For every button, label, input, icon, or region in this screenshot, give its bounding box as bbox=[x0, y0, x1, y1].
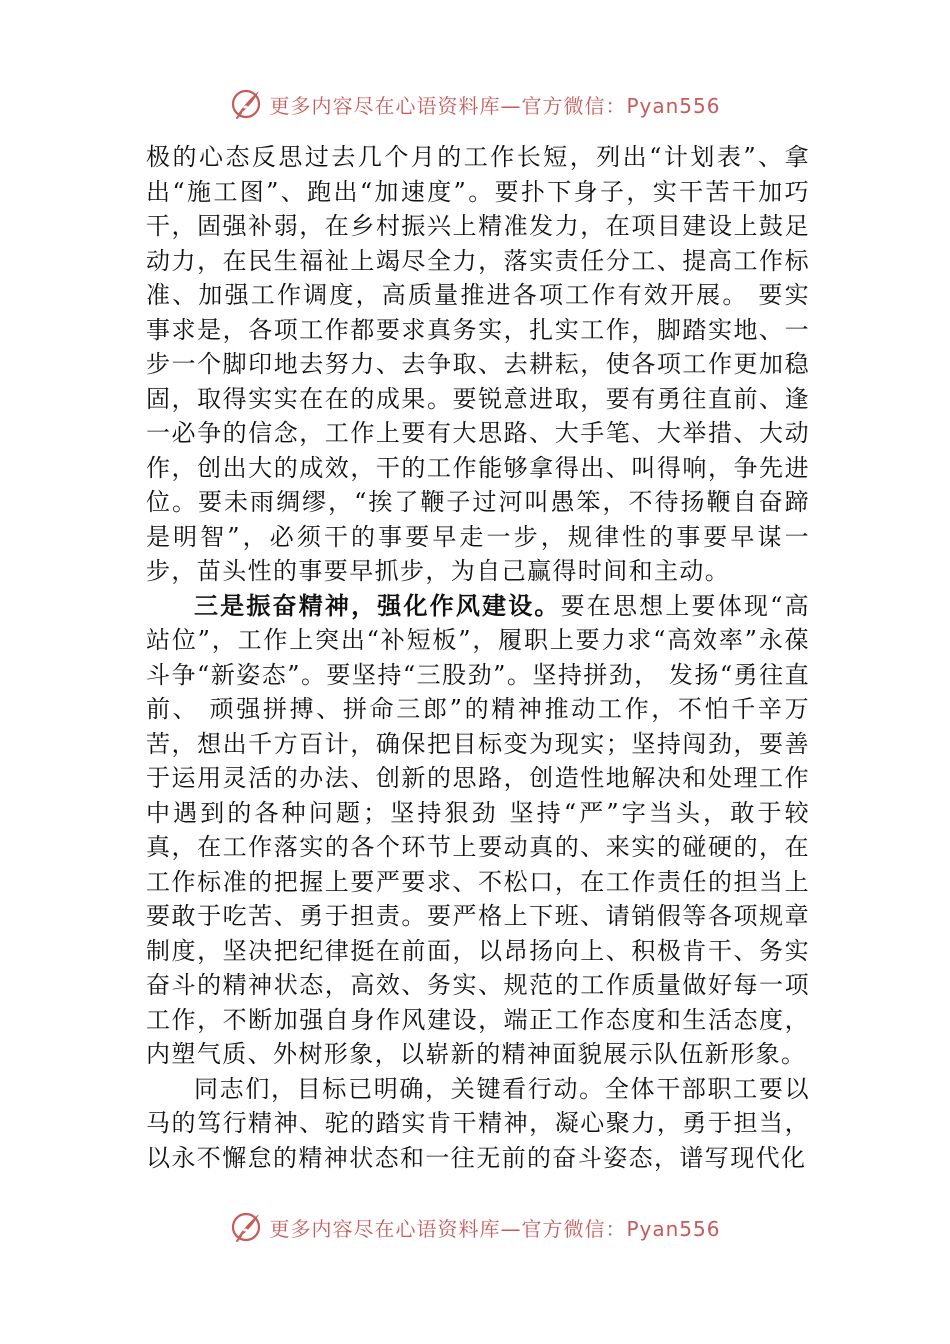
footer-watermark bbox=[0, 1208, 950, 1242]
paragraph-continuation bbox=[146, 140, 810, 589]
quill-logo-icon bbox=[229, 87, 263, 121]
paragraph-closing bbox=[146, 1072, 810, 1176]
quill-logo-icon bbox=[229, 1210, 263, 1242]
paragraph-text: 极的心态反思过去几个月的工作长短，列出“计划表”、拿出“施工图”、跑出“加速度”。要扑下身子，实干苦干加巧干，固强补弱，在乡村振兴上精准发力，在项目建设上鼓足动力，在民生福祉上竭尽全力，落实责任分工、提高工作标准、加强工作调度，高质量推进各项工作有效开展。 要实事求是，各项工作都要求真务实，扎实工作，脚踏实地、一步一个脚印地去努力、去争取、去耕耘，使各项工作更加稳固，取得实实在在的成果。要锐意进取，要有勇往直前、逢一必争的信念，工作上要有大思路、大手笔、大举措、大动作，创出大的成效，干的工作能够拿得出、叫得响，争先进位。要未雨绸缪，“挨了鞭子过河叫愚笨，不待扬鞭自奋蹄是明智”，必须干的事要早走一步，规律性的事要早谋一步，苗头性的事要早抓步，为自己赢得时间和主动。 bbox=[146, 143, 810, 585]
section-heading: 三是振奋精神，强化作风建设。 bbox=[194, 590, 561, 620]
watermark-text: 更多内容尽在心语资料库—官方微信：Pyan556 bbox=[269, 1216, 721, 1241]
paragraph-section-three bbox=[146, 589, 810, 1072]
document-body bbox=[146, 140, 810, 1175]
header-watermark bbox=[0, 84, 950, 124]
paragraph-text: 要在思想上要体现“高站位”，工作上突出“补短板”，履职上要力求“高效率”永葆斗争“新姿态”。要坚持“三股劲”。坚持拼劲， 发扬“勇往直前、 顽强拼搏、拼命三郎”的精神推动工作，不怕千辛万苦，想出千方百计，确保把目标变为现实；坚持闯劲，要善于运用灵活的办法、创新的思路，创造性地解决和处理工作中遇到的各种问题；坚持狠劲 坚持“严”字当头，敢于较真，在工作落实的各个环节上要动真的、来实的碰硬的，在工作标准的把握上要严要求、不松口，在工作责任的担当上要敢于吃苦、勇于担责。要严格上下班、请销假等各项规章制度，坚决把纪律挺在前面，以昂扬向上、积极肯干、务实奋斗的精神状态，高效、务实、规范的工作质量做好每一项工作，不断加强自身作风建设，端正工作态度和生活态度，内塑气质、外树形象，以崭新的精神面貌展示队伍新形象。 bbox=[146, 591, 810, 1068]
watermark-text: 更多内容尽在心语资料库—官方微信：Pyan556 bbox=[269, 93, 721, 118]
paragraph-text: 同志们，目标已明确，关键看行动。全体干部职工要以马的笃行精神、驼的踏实肯干精神，凝心聚力，勇于担当，以永不懈怠的精神状态和一往无前的奋斗姿态，谱写现代化 bbox=[146, 1074, 810, 1172]
